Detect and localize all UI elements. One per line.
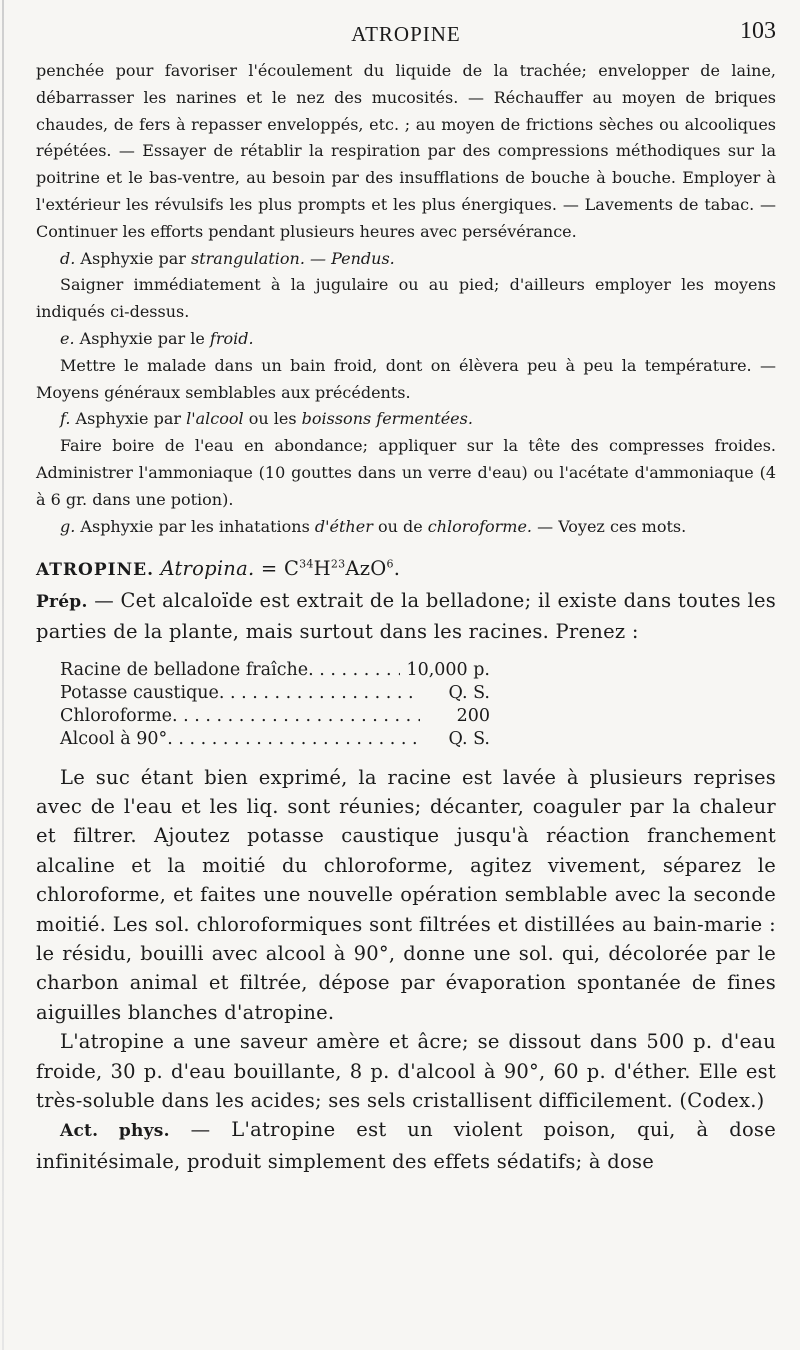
section-f-body: Faire boire de l'eau en abondance; appliquer sur la tête des compresses froides. Administrer l'ammoniaque (10 gouttes dans un verre d'eau) ou l'acétate d'ammoniaque (4 à 6 gr. dans une potion). bbox=[36, 436, 776, 509]
act-label: Act. phys. bbox=[60, 1121, 170, 1142]
section-f-mid: ou les bbox=[248, 409, 297, 429]
section-g-end: — Voyez ces mots. bbox=[537, 516, 687, 536]
recipe-row: Chloroforme . . . 200 bbox=[60, 705, 490, 728]
section-f-italic-alcohol: l'alcool bbox=[186, 409, 244, 429]
atropine-formula: = $C^{34}H^{23}AzO^6$. bbox=[260, 557, 401, 581]
prep-text: — Cet alcaloïde est extrait de la belladone; il existe dans toutes les parties de la plante, mais surtout dans les racines. Prenez : bbox=[36, 588, 777, 644]
section-d-text: Asphyxie par bbox=[80, 248, 186, 268]
prep-label: Prép. bbox=[36, 591, 88, 612]
procedure-paragraph: Le suc étant bien exprimé, la racine est lavée à plusieurs reprises avec de l'eau et les liq. sont réunies; décanter, coaguler par la chaleur et filtrer. Ajoutez potasse caustique jusqu'à réaction franchement alcaline et la moitié du chloroforme, agitez vivement, séparez le chloroforme, et faites une nouvelle opération semblable avec la seconde moitié. Les sol. chloroformiques sont filtrées et distillées au bain-marie : le résidu, bouilli avec alcool à 90°, donne une sol. qui, décolorée par le charbon animal et filtrée, dépose par évaporation spontanée de fines aiguilles blanches d'atropine. bbox=[36, 765, 776, 1024]
preparation-paragraph bbox=[36, 586, 776, 647]
section-g-italic-ether: d'éther bbox=[314, 516, 373, 536]
section-e-label: e. bbox=[60, 328, 75, 348]
section-d-title bbox=[36, 246, 776, 273]
page-number: 103 bbox=[740, 18, 776, 44]
recipe-row: Potasse caustique . . . Q. S. bbox=[60, 682, 490, 705]
section-d-italic: strangulation. — Pendus. bbox=[191, 248, 395, 268]
section-g-text: Asphyxie par les inhatations bbox=[80, 516, 310, 536]
atropine-heading: ATROPINE. bbox=[36, 560, 154, 581]
section-f-italic-drinks: boissons fermentées. bbox=[301, 409, 473, 429]
section-e-body: Mettre le malade dans un bain froid, dont on élèvera peu à peu la température. — Moyens généraux semblables aux précédents. bbox=[36, 355, 776, 402]
atropine-latin: Atropina. bbox=[160, 557, 255, 581]
section-e-italic: froid. bbox=[209, 328, 254, 348]
running-title: ATROPINE bbox=[351, 22, 461, 46]
section-g bbox=[36, 514, 776, 541]
recipe-row: Racine de belladone fraîche . . . 10,000 p. bbox=[60, 659, 490, 682]
section-d-label: d. bbox=[60, 248, 76, 268]
asphyxia-paragraph: penchée pour favoriser l'écoulement du liquide de la trachée; envelopper de laine, débarrasser les narines et le nez des mucosités. — Réchauffer au moyen de briques chaudes, de fers à repasser enveloppés, etc. ; au moyen de frictions sèches ou alcooliques répétées. — Essayer de rétablir la respiration par des compressions méthodiques sur la poitrine et le bas-ventre, au besoin par des insufflations de bouche à bouche. Employer à l'extérieur les révulsifs les plus prompts et les plus énergiques. — Lavements de tabac. — Continuer les efforts pendant plusieurs heures avec persévérance. bbox=[36, 61, 776, 241]
section-d-body: Saigner immédiatement à la jugulaire ou au pied; d'ailleurs employer les moyens indiqués ci-dessus. bbox=[36, 275, 776, 322]
document-page bbox=[36, 18, 776, 1176]
section-g-italic-chloroform: chloroforme. bbox=[427, 516, 533, 536]
atropine-heading-line bbox=[36, 554, 776, 585]
section-g-mid: ou de bbox=[377, 516, 423, 536]
running-head bbox=[36, 18, 776, 58]
page-margin-edge bbox=[2, 0, 4, 1350]
section-f-title bbox=[36, 406, 776, 433]
properties-paragraph: L'atropine a une saveur amère et âcre; se dissout dans 500 p. d'eau froide, 30 p. d'eau bouillante, 8 p. d'alcool à 90°, 60 p. d'éther. Elle est très-soluble dans les acides; ses sels cristallisent difficilement. (Codex.) bbox=[36, 1030, 776, 1113]
section-e-text: Asphyxie par le bbox=[79, 328, 205, 348]
recipe-list bbox=[60, 659, 490, 751]
section-g-label: g. bbox=[60, 516, 76, 536]
section-e-title bbox=[36, 326, 776, 353]
physiological-action-paragraph bbox=[36, 1115, 776, 1176]
recipe-row: Alcool à 90° . . . Q. S. bbox=[60, 728, 490, 751]
section-f-text: Asphyxie par bbox=[75, 409, 182, 429]
act-text: — L'atropine est un violent poison, qui, à dose infinitésimale, produit simplement des effets sédatifs; à dose bbox=[36, 1118, 776, 1173]
section-f-label: f. bbox=[60, 409, 71, 429]
